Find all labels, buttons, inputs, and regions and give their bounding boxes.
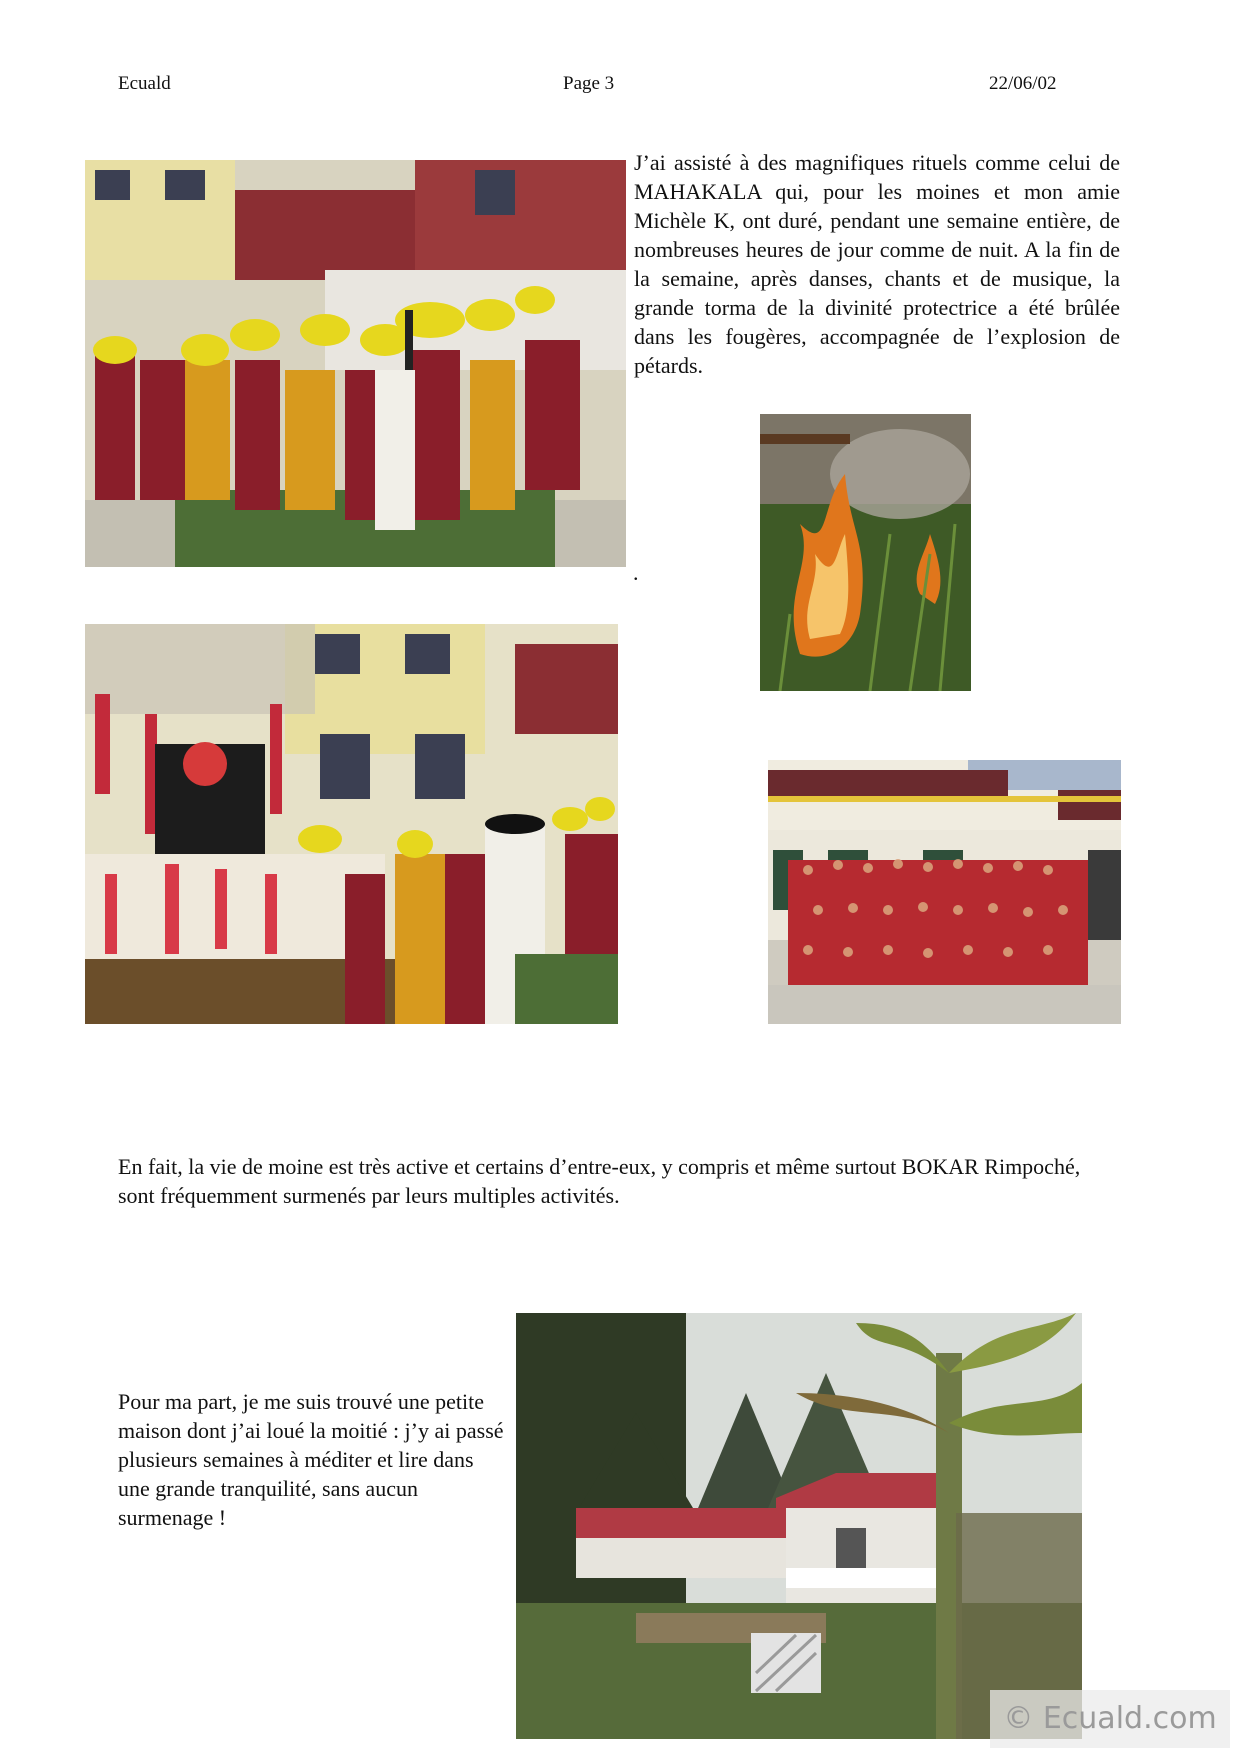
paragraph-small-house: Pour ma part, je me suis trouvé une petite maison dont j’ai loué la moitié : j’y ai passé plusieurs semaines à méditer et lire dans une grande tranquilité, sans aucun surmenage ! [118,1389,504,1530]
photo-small-house [516,1313,1082,1739]
photo-ritual-monks [85,160,626,567]
header-page-number: Page 3 [563,73,615,94]
header-author: Ecuald [118,73,171,94]
paragraph-monk-life: En fait, la vie de moine est très active et certains d’entre-eux, y compris et même surtout BOKAR Rimpoché, sont fréquemment surmenés par leurs multiples activités. [118,1154,1081,1208]
photo-burning-ferns [760,414,971,691]
watermark: © Ecuald.com [990,1690,1230,1748]
paragraph-mahakala-ritual: J’ai assisté à des magnifiques rituels comme celui de MAHAKALA qui, pour les moines et mon amie Michèle K, ont duré, pendant une semaine entière, de nombreuses heures de jour comme de nuit. A la fin de la semaine, après danses, chants et de musique, la grande torma de la divinité protectrice a été brûlée dans les fougères, accompagnée de l’explosion de pétards. [634,150,1120,378]
photo-torma-offering [85,624,618,1024]
stray-dot: . [633,560,639,585]
header-date: 22/06/02 [989,73,1057,94]
photo-monks-group [768,760,1121,1024]
